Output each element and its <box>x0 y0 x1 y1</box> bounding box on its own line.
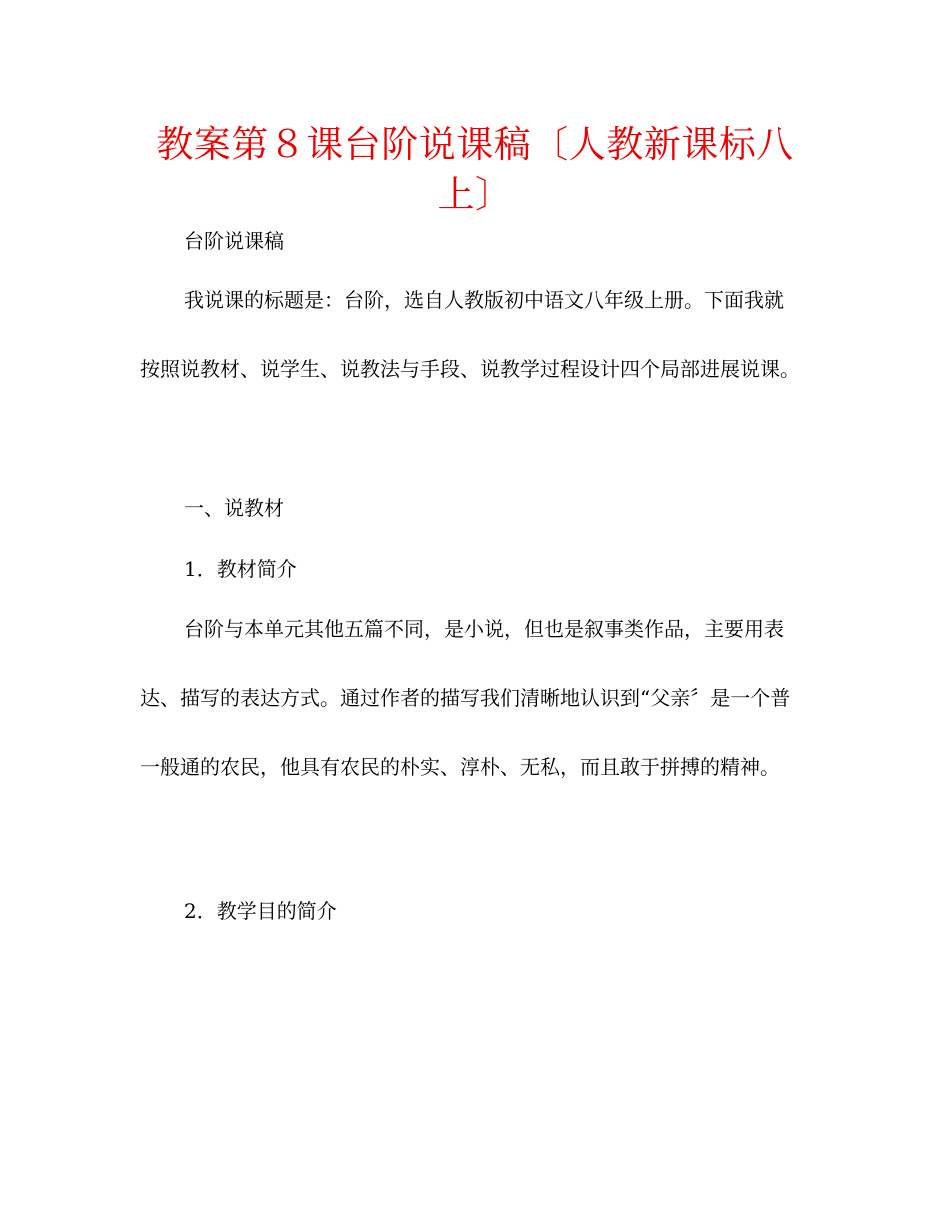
section-heading-textbook: 一、说教材 <box>184 496 284 520</box>
document-title: 教案第８课台阶说课稿〔人教新课标八上〕 <box>156 123 794 216</box>
paragraph-subtitle: 台阶说课稿 <box>184 229 284 253</box>
subsection-heading-goals: 2．教学目的简介 <box>184 899 337 923</box>
paragraph-textbook-intro: 台阶与本单元其他五篇不同，是小说，但也是叙事类作品，主要用表达、描写的表达方式。通过作者的描写我们清晰地认识到“父亲〞是一个普一般通的农民，他具有农民的朴实、淳朴、无私，而且敢于拼搏的精神。 <box>140 617 791 779</box>
subsection-heading-intro: 1．教材简介 <box>184 557 297 581</box>
paragraph-intro: 我说课的标题是：台阶，选自人教版初中语文八年级上册。下面我就按照说教材、说学生、说教法与手段、说教学过程设计四个局部进展说课。 <box>140 288 800 381</box>
